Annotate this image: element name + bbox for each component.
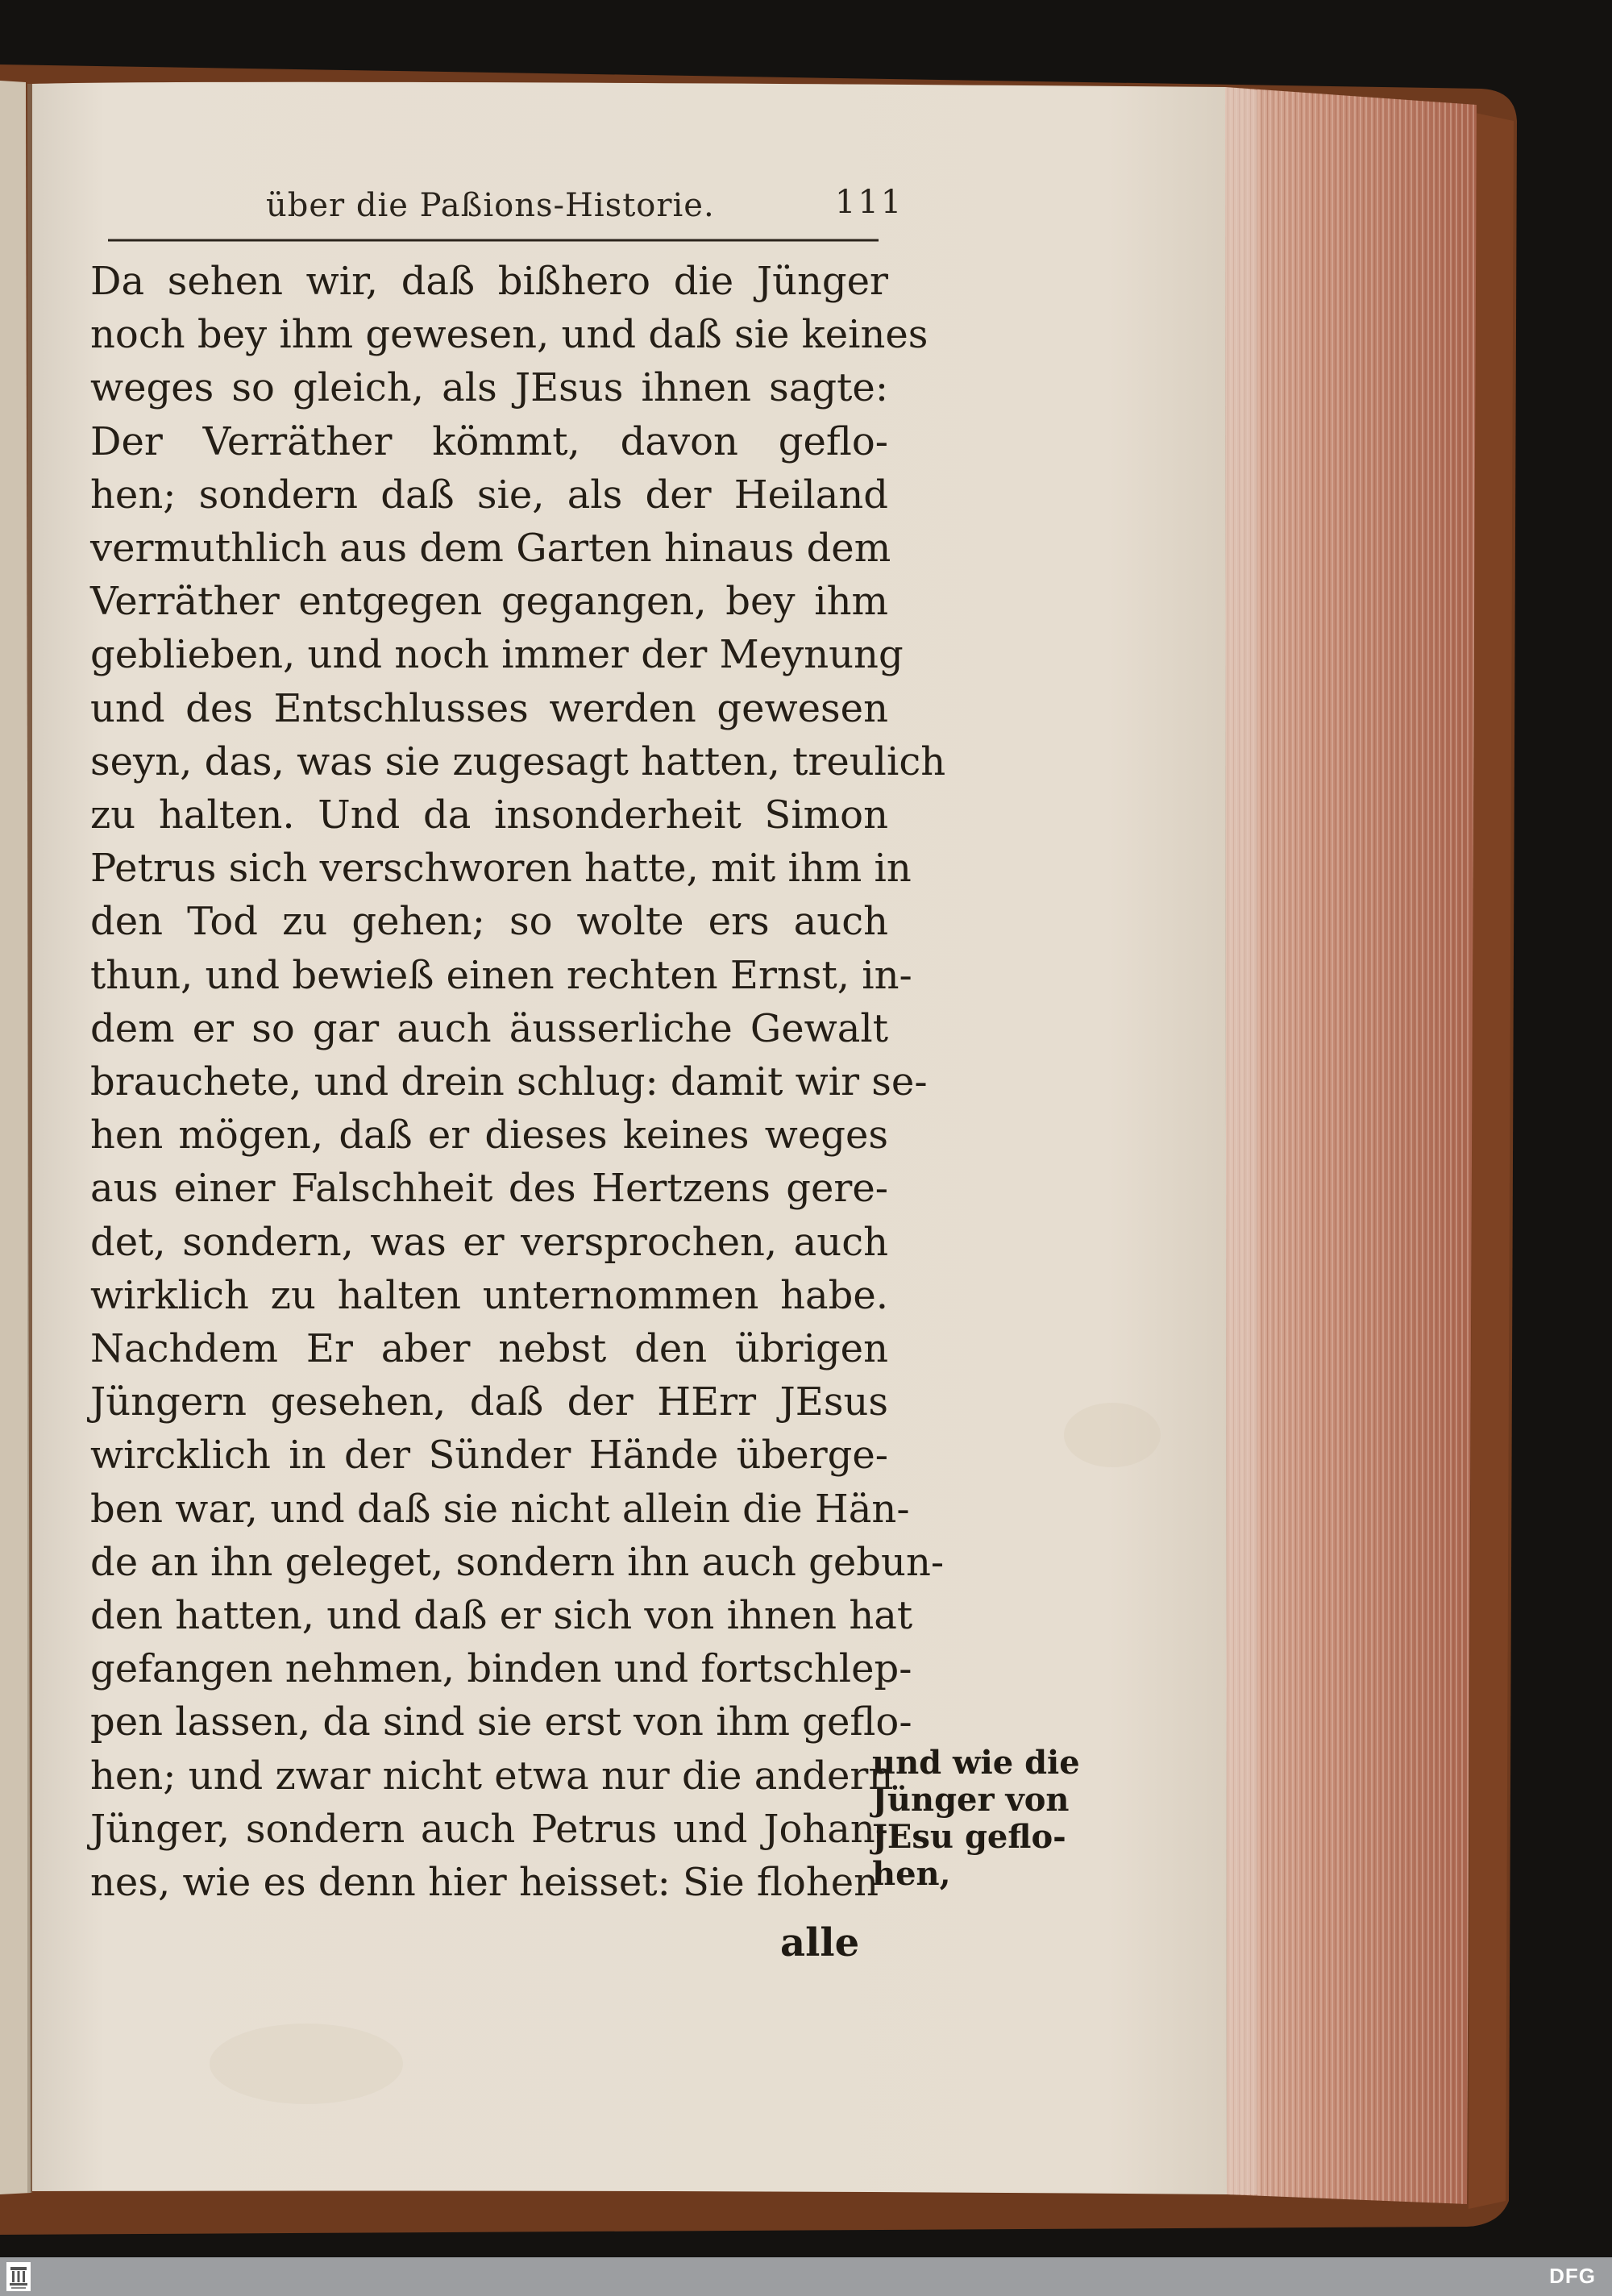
text-line: nes, wie es denn hier heisset: Sie flohen [90,1860,879,1905]
text-line: noch bey ihm gewesen, und daß sie keines [90,312,929,358]
marginal-note-line: Jünger von [872,1781,1070,1819]
marginal-note-line: JEsu geflo- [872,1818,1066,1856]
page-number: 111 [835,184,904,221]
catchword: alle [780,1920,860,1965]
dfg-label: DFG [1549,2264,1596,2288]
left-page-sliver [0,81,31,2194]
text-line: weges so gleich, als JEsus ihnen sagte: [90,365,888,411]
marginal-note-line: und wie die [872,1744,1080,1782]
text-line: zu halten. Und da insonderheit Simon [90,792,888,838]
text-line: Da sehen wir, daß bißhero die Jünger [90,259,888,304]
text-line: de an ihn geleget, sondern ihn auch gebun- [90,1539,945,1585]
text-line: Nachdem Er aber nebst den übrigen [90,1326,888,1371]
text-line: gefangen nehmen, binden und fortschlep- [90,1646,912,1692]
library-logo-icon [6,2262,31,2291]
text-line: hen mögen, daß er dieses keines weges [90,1113,888,1158]
text-line: Petrus sich verschworen hatte, mit ihm in [90,846,912,892]
marginal-note-line: hen, [872,1855,951,1893]
text-line: hen; sondern daß sie, als der Heiland [90,472,888,518]
text-line: thun, und bewieß einen rechten Ernst, in- [90,952,912,998]
text-line: Jüngern gesehen, daß der HErr JEsus [90,1379,888,1425]
text-line: den hatten, und daß er sich von ihnen hat [90,1593,913,1638]
text-line: geblieben, und noch immer der Meynung [90,632,904,678]
text-line: ben war, und daß sie nicht allein die Hän- [90,1486,910,1532]
text-line: Der Verräther kömmt, davon geflo- [90,418,888,464]
text-line: Jünger, sondern auch Petrus und Johan- [90,1806,888,1852]
text-line: Verräther entgegen gegangen, bey ihm [90,579,888,625]
text-line: wircklich in der Sünder Hände überge- [90,1433,888,1479]
text-line: vermuthlich aus dem Garten hinaus dem [90,526,891,571]
text-line: hen; und zwar nicht etwa nur die andern [90,1753,894,1799]
text-line: dem er so gar auch äusserliche Gewalt [90,1005,888,1051]
text-line: und des Entschlusses werden gewesen [90,685,888,731]
text-line: det, sondern, was er versprochen, auch [90,1219,888,1265]
text-line: den Tod zu gehen; so wolte ers auch [90,899,888,945]
text-line: seyn, das, was sie zugesagt hatten, treulich [90,738,946,784]
page-paper [32,82,1227,2194]
running-head: über die Paßions-Historie. [266,187,715,224]
footer-bar [0,2257,1612,2296]
text-line: brauchete, und drein schlug: damit wir se- [90,1059,928,1104]
text-line: pen lassen, da sind sie erst von ihm geflo- [90,1699,912,1745]
text-line: aus einer Falschheit des Hertzens gere- [90,1166,888,1212]
text-line: wirklich zu halten unternommen habe. [90,1272,888,1318]
